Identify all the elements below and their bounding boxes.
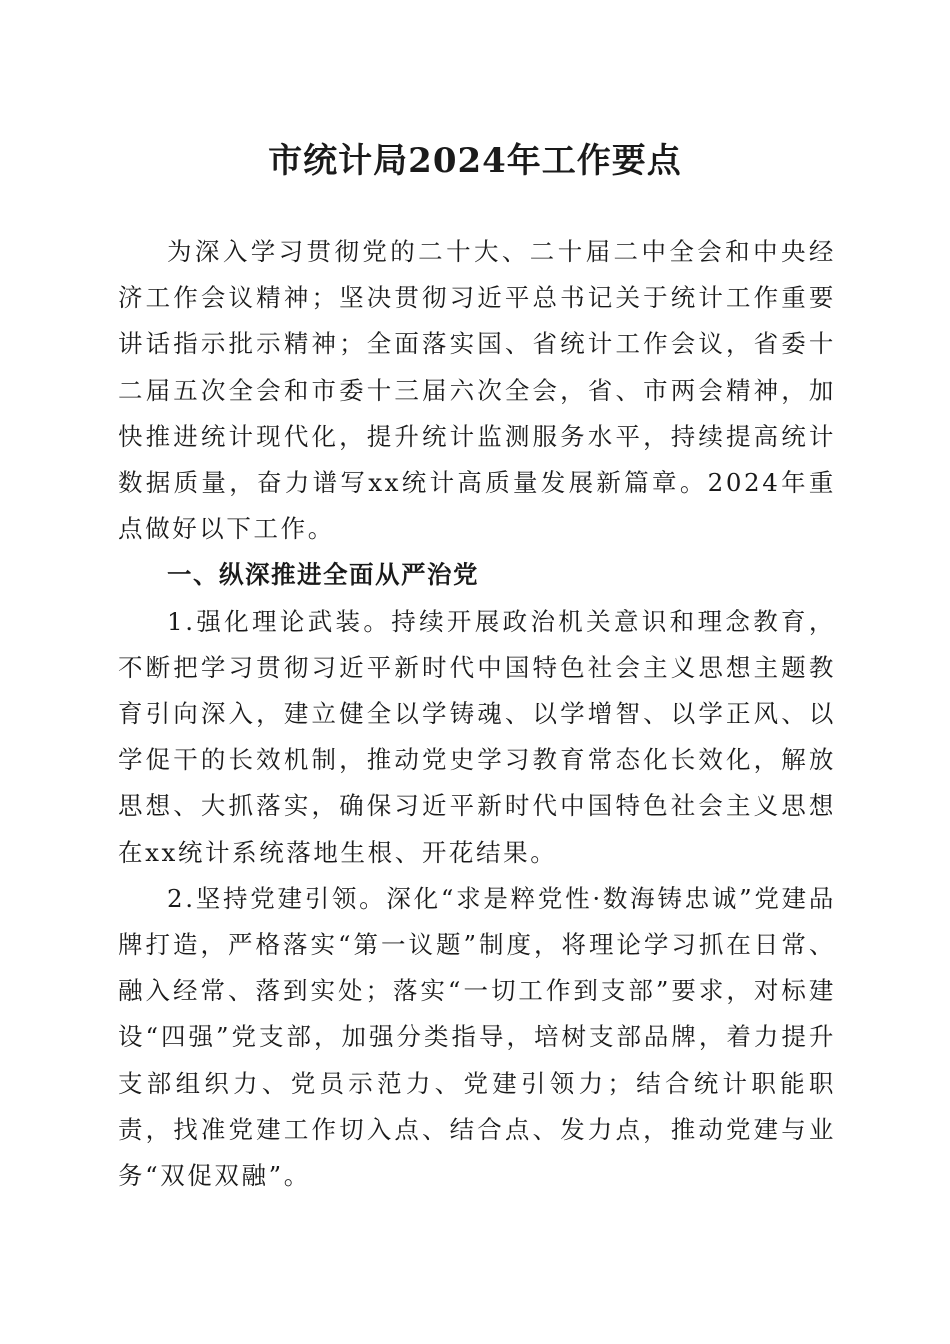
intro-paragraph: 为深入学习贯彻党的二十大、二十届二中全会和中央经济工作会议精神；坚决贯彻习近平总书记关于统计工作重要讲话指示批示精神；全面落实国、省统计工作会议，省委十二届五次全会和市委十三届六次全会，省、市两会精神，加快推进统计现代化，提升统计监测服务水平，持续提高统计数据质量，奋力谱写xx统计高质量发展新篇章。2024年重点做好以下工作。 bbox=[118, 237, 836, 544]
item-paragraph-1: 1.强化理论武装。持续开展政治机关意识和理念教育，不断把学习贯彻习近平新时代中国特色社会主义思想主题教育引向深入，建立健全以学铸魂、以学增智、以学正风、以学促干的长效机制，推动党史学习教育常态化长效化，解放思想、大抓落实，确保习近平新时代中国特色社会主义思想在xx统计系统落地生根、开花结果。 bbox=[118, 606, 836, 867]
document-body bbox=[118, 229, 836, 1199]
section-heading-1: 一、纵深推进全面从严治党 bbox=[167, 560, 479, 590]
document-title: 市统计局2024年工作要点 bbox=[268, 141, 682, 181]
item-paragraph-2: 2.坚持党建引领。深化“求是粹党性·数海铸忠诚”党建品牌打造，严格落实“第一议题”制度，将理论学习抓在日常、融入经常、落到实处；落实“一切工作到支部”要求，对标建设“四强”党支部，加强分类指导，培树支部品牌，着力提升支部组织力、党员示范力、党建引领力；结合统计职能职责，找准党建工作切入点、结合点、发力点，推动党建与业务“双促双融”。 bbox=[118, 883, 836, 1191]
